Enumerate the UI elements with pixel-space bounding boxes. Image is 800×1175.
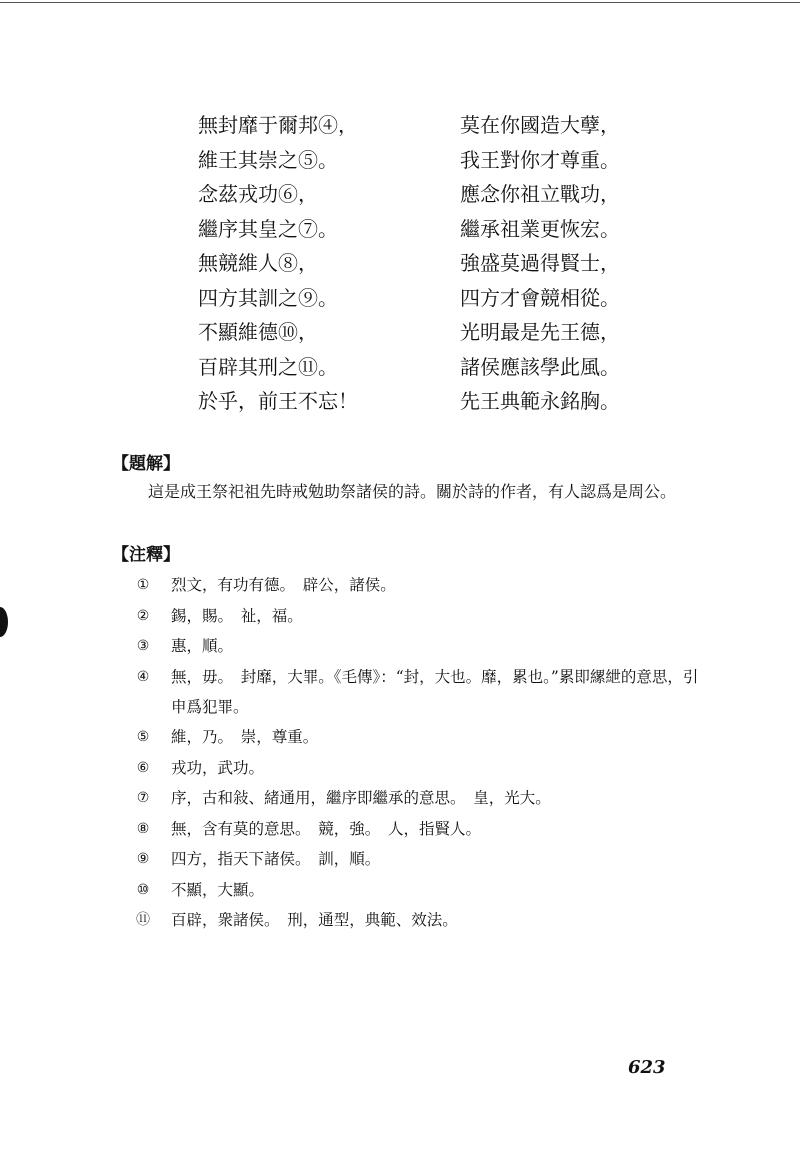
poem-translation: 四方才會競相從。 xyxy=(460,285,620,310)
note-item xyxy=(133,570,703,600)
note-item xyxy=(133,601,703,631)
poem-line xyxy=(198,108,638,143)
poem-translation: 應念你祖立戰功， xyxy=(460,182,620,206)
poem-original: 繼序其皇之⑦。 xyxy=(198,216,338,241)
poem-original: 四方其訓之⑨。 xyxy=(198,285,338,310)
note-text: 四方，指天下諸侯。 訓，順。 xyxy=(171,850,381,868)
note-number: ② xyxy=(136,607,150,624)
note-number: ⑧ xyxy=(136,820,150,837)
poem-line xyxy=(198,384,638,419)
poem-original: 無競維人⑧， xyxy=(198,251,318,275)
note-text: 不顯，大顯。 xyxy=(171,880,265,899)
notes-list xyxy=(133,570,703,936)
note-number: ⑨ xyxy=(136,851,150,867)
poem-line xyxy=(198,212,638,247)
note-text: 百辟，衆諸侯。 刑，通型，典範、效法。 xyxy=(171,911,458,929)
tijie-heading: 【題解】 xyxy=(112,454,180,474)
note-number: ⑤ xyxy=(136,729,150,745)
top-border xyxy=(0,2,800,3)
poem-original: 不顯維德⑩， xyxy=(198,320,318,344)
note-text: 無，毋。 封靡，大罪。《毛傳》：“封，大也。靡，累也。”累即縲紲的意思，引申爲犯罪。 xyxy=(171,667,699,716)
note-item xyxy=(133,814,703,844)
note-item xyxy=(133,631,703,661)
poem-original: 百辟其刑之⑪。 xyxy=(198,354,338,379)
tijie-text: 這是成王祭祀祖先時戒勉助祭諸侯的詩。關於詩的作者，有人認爲是周公。 xyxy=(148,482,677,501)
note-number: ⑪ xyxy=(136,912,150,928)
note-text: 錫，賜。 祉，福。 xyxy=(171,606,303,625)
note-item xyxy=(133,753,703,783)
poem-original: 念茲戎功⑥， xyxy=(198,182,318,206)
note-item xyxy=(133,875,703,905)
note-text: 烈文，有功有德。 辟公，諸侯。 xyxy=(171,576,396,594)
poem-translation: 我王對你才尊重。 xyxy=(460,147,620,172)
poem-translation: 先王典範永銘胸。 xyxy=(460,389,620,413)
poem-original: 於乎，前王不忘！ xyxy=(198,389,358,413)
edge-ink-spot xyxy=(0,607,8,637)
note-number: ⑥ xyxy=(136,759,150,776)
poem-line xyxy=(198,177,638,212)
poem-line xyxy=(198,350,638,385)
note-item xyxy=(133,662,703,722)
zhushi-heading: 【注釋】 xyxy=(112,545,180,565)
note-item xyxy=(133,722,703,752)
note-number: ① xyxy=(136,577,150,593)
poem-block xyxy=(198,108,638,419)
poem-line xyxy=(198,281,638,316)
note-text: 序，古和敍、緒通用，繼序即繼承的意思。 皇，光大。 xyxy=(171,789,551,807)
note-text: 戎功，武功。 xyxy=(171,758,265,777)
poem-translation: 光明最是先王德， xyxy=(460,320,620,344)
note-item xyxy=(133,783,703,813)
note-number: ③ xyxy=(136,638,150,654)
poem-original: 維王其崇之⑤。 xyxy=(198,147,338,172)
note-number: ④ xyxy=(136,668,150,685)
poem-translation: 強盛莫過得賢士， xyxy=(460,251,620,275)
page-number: 623 xyxy=(628,1057,666,1078)
poem-original: 無封靡于爾邦④， xyxy=(198,113,358,137)
note-item xyxy=(133,844,703,874)
note-number: ⑩ xyxy=(136,881,150,898)
poem-translation: 諸侯應該學此風。 xyxy=(460,354,620,379)
note-item xyxy=(133,905,703,935)
poem-line xyxy=(198,315,638,350)
poem-line xyxy=(198,246,638,281)
poem-line xyxy=(198,143,638,178)
poem-translation: 莫在你國造大孽， xyxy=(460,113,620,137)
note-text: 維，乃。 崇，尊重。 xyxy=(171,728,319,746)
note-number: ⑦ xyxy=(136,790,150,806)
note-text: 無，含有莫的意思。 競，強。 人，指賢人。 xyxy=(171,819,482,838)
note-text: 惠，順。 xyxy=(171,637,234,655)
poem-translation: 繼承祖業更恢宏。 xyxy=(460,216,620,241)
